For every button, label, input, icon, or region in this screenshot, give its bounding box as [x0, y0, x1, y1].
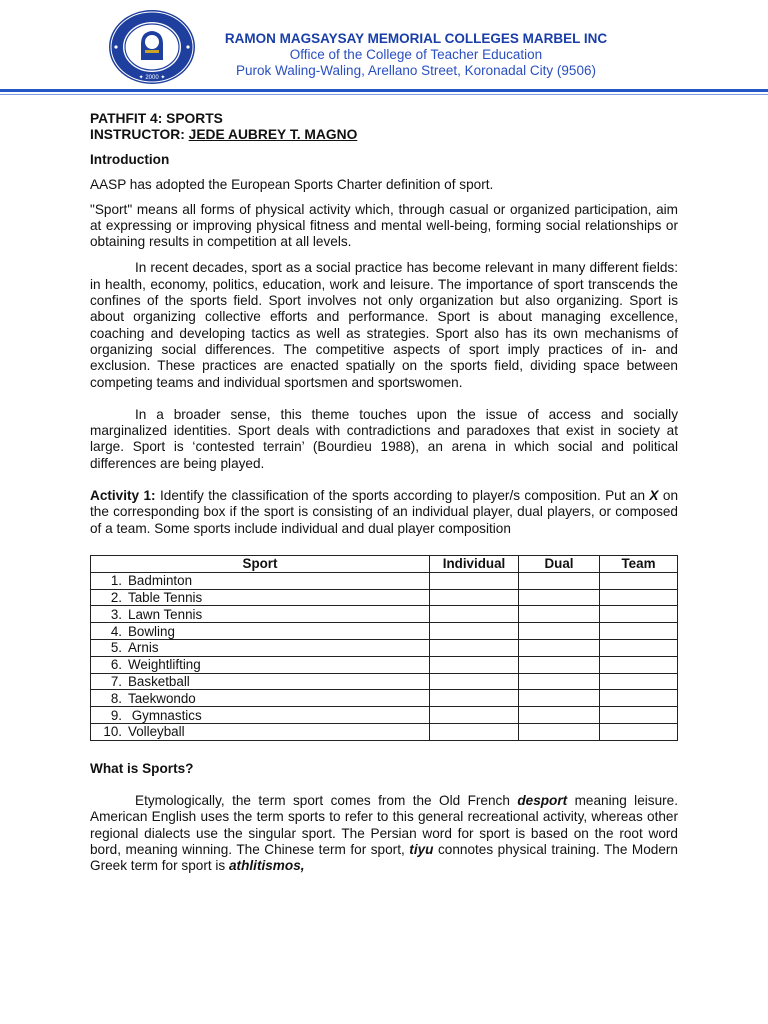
- header-divider-thin: [0, 94, 768, 95]
- what-is-sports-paragraph: [90, 793, 678, 874]
- sports-classification-table: [90, 555, 678, 741]
- sport-cell: [91, 639, 430, 656]
- activity-x-mark: X: [649, 488, 659, 504]
- dual-box[interactable]: [519, 639, 600, 656]
- dual-box[interactable]: [519, 623, 600, 640]
- table-row: [91, 656, 678, 673]
- course-title: PATHFIT 4: SPORTS: [90, 111, 223, 126]
- activity-label: Activity 1:: [90, 488, 156, 504]
- sport-cell: [91, 572, 430, 589]
- intro-paragraph-4: In a broader sense, this theme touches upon the issue of access and socially marginalized identities. Sport deals with contradictions and paradoxes that exist in society at large. Sport is ‘contested terrain’ (Bourdieu 1988), an arena in which social and political differences are being played.: [90, 406, 678, 471]
- activity-text-b: on the corresponding box if the sport is consisting of an individual player, dual players, or composed of a team. Some sports include individual and dual player composition: [90, 488, 679, 536]
- individual-box[interactable]: [430, 723, 519, 740]
- team-box[interactable]: [600, 572, 678, 589]
- school-name: RAMON MAGSAYSAY MEMORIAL COLLEGES MARBEL INC: [224, 31, 608, 46]
- sport-name: Lawn Tennis: [128, 606, 203, 622]
- team-box[interactable]: [600, 673, 678, 690]
- sport-name: Badminton: [128, 573, 193, 589]
- sport-name: Volleyball: [128, 724, 185, 740]
- wis-text-1: Etymologically, the term sport comes from the Old French: [135, 793, 518, 808]
- team-box[interactable]: [600, 707, 678, 724]
- individual-box[interactable]: [430, 639, 519, 656]
- sport-name: Weightlifting: [128, 657, 201, 673]
- individual-box[interactable]: [430, 656, 519, 673]
- college-seal-logo: [108, 8, 196, 86]
- instructor-line: [90, 127, 678, 143]
- term-athlitismos: athlitismos,: [229, 858, 305, 874]
- sport-cell: [91, 707, 430, 724]
- sport-cell: [91, 589, 430, 606]
- row-number: 3.: [110, 606, 122, 622]
- sport-name: Bowling: [128, 623, 175, 639]
- row-number: 5.: [110, 640, 122, 656]
- table-row: [91, 707, 678, 724]
- sport-cell: [91, 673, 430, 690]
- dual-box[interactable]: [519, 673, 600, 690]
- activity-instructions: [90, 488, 678, 537]
- dual-box[interactable]: [519, 690, 600, 707]
- introduction-heading: Introduction: [90, 152, 170, 167]
- dual-box[interactable]: [519, 606, 600, 623]
- table-row: [91, 723, 678, 740]
- document-body: [90, 111, 678, 874]
- individual-box[interactable]: [430, 673, 519, 690]
- sport-cell: [91, 606, 430, 623]
- header-dual: Dual: [519, 555, 600, 572]
- sport-name: Taekwondo: [128, 690, 196, 706]
- sport-name: Basketball: [128, 673, 190, 689]
- team-box[interactable]: [600, 639, 678, 656]
- table-row: [91, 673, 678, 690]
- team-box[interactable]: [600, 690, 678, 707]
- team-box[interactable]: [600, 656, 678, 673]
- table-row: [91, 623, 678, 640]
- dual-box[interactable]: [519, 723, 600, 740]
- table-row: [91, 606, 678, 623]
- sport-cell: [91, 623, 430, 640]
- sport-name: Arnis: [128, 640, 159, 656]
- table-row: [91, 572, 678, 589]
- svg-text:✦ 2000 ✦: ✦ 2000 ✦: [138, 75, 166, 81]
- wis-text-2: meaning leisure. American English uses the term sports to refer to this general recreational activity, whereas other regional dialects use the singular sport. The Persian word for sport is based on the root word bord, meaning winning. The Chinese term for sport,: [90, 793, 678, 857]
- row-number: 8.: [110, 690, 122, 706]
- individual-box[interactable]: [430, 690, 519, 707]
- activity-text-a: Identify the classification of the sports according to player/s composition. Put an: [155, 488, 650, 504]
- dual-box[interactable]: [519, 707, 600, 724]
- instructor-name: JEDE AUBREY T. MAGNO: [188, 127, 358, 142]
- sport-cell: [91, 690, 430, 707]
- table-header-row: [91, 555, 678, 572]
- intro-paragraph-3: In recent decades, sport as a social practice has become relevant in many different fields: in health, economy, politics, education, work and leisure. The importance of sport transcends the confines of the sports field. Sport involves not only organization but also organizing. Sport is about organizing collective efforts and performance. Sport is about managing excellence, coaching and developing tactics as well as strategies. Sport also has its own mechanisms of organizing social differences. The competitive aspects of sport imply practices of in- and exclusion. These practices are enacted spatially on the sports field, dividing space between competing teams and individual sportsmen and sportswomen.: [90, 260, 678, 390]
- team-box[interactable]: [600, 723, 678, 740]
- header-divider-thick: [0, 89, 768, 92]
- individual-box[interactable]: [430, 623, 519, 640]
- instructor-label: INSTRUCTOR:: [90, 127, 185, 142]
- row-number: 9.: [110, 707, 122, 723]
- individual-box[interactable]: [430, 572, 519, 589]
- term-tiyu: tiyu: [409, 841, 434, 857]
- header-individual: Individual: [430, 555, 519, 572]
- school-office: Office of the College of Teacher Education: [289, 47, 543, 62]
- individual-box[interactable]: [430, 589, 519, 606]
- team-box[interactable]: [600, 623, 678, 640]
- intro-paragraph-2: "Sport" means all forms of physical activity which, through casual or organized participation, aim at expressing or improving physical fitness and mental well-being, forming social relationships or obtaining results in competition at all levels.: [90, 201, 678, 250]
- wis-text-3: connotes physical training. The Modern Greek term for sport is: [90, 841, 678, 874]
- sport-name: Table Tennis: [128, 589, 203, 605]
- row-number: 6.: [110, 657, 122, 673]
- table-row: [91, 589, 678, 606]
- sport-cell: [91, 656, 430, 673]
- row-number: 10.: [103, 724, 122, 740]
- dual-box[interactable]: [519, 656, 600, 673]
- dual-box[interactable]: [519, 572, 600, 589]
- school-address: Purok Waling-Waling, Arellano Street, Koronadal City (9506): [236, 63, 596, 78]
- sport-cell: [91, 723, 430, 740]
- team-box[interactable]: [600, 606, 678, 623]
- table-row: [91, 639, 678, 656]
- dual-box[interactable]: [519, 589, 600, 606]
- sport-name: Gymnastics: [128, 707, 202, 723]
- row-number: 2.: [110, 589, 122, 605]
- row-number: 4.: [110, 623, 122, 639]
- header-team: Team: [600, 555, 678, 572]
- intro-paragraph-1: AASP has adopted the European Sports Charter definition of sport.: [90, 177, 494, 193]
- school-header: [206, 31, 626, 79]
- table-row: [91, 690, 678, 707]
- header-sport: Sport: [91, 555, 430, 572]
- row-number: 1.: [110, 573, 122, 589]
- term-desport: desport: [517, 793, 568, 808]
- individual-box[interactable]: [430, 707, 519, 724]
- row-number: 7.: [110, 673, 122, 689]
- team-box[interactable]: [600, 589, 678, 606]
- what-is-sports-heading: What is Sports?: [90, 760, 194, 776]
- individual-box[interactable]: [430, 606, 519, 623]
